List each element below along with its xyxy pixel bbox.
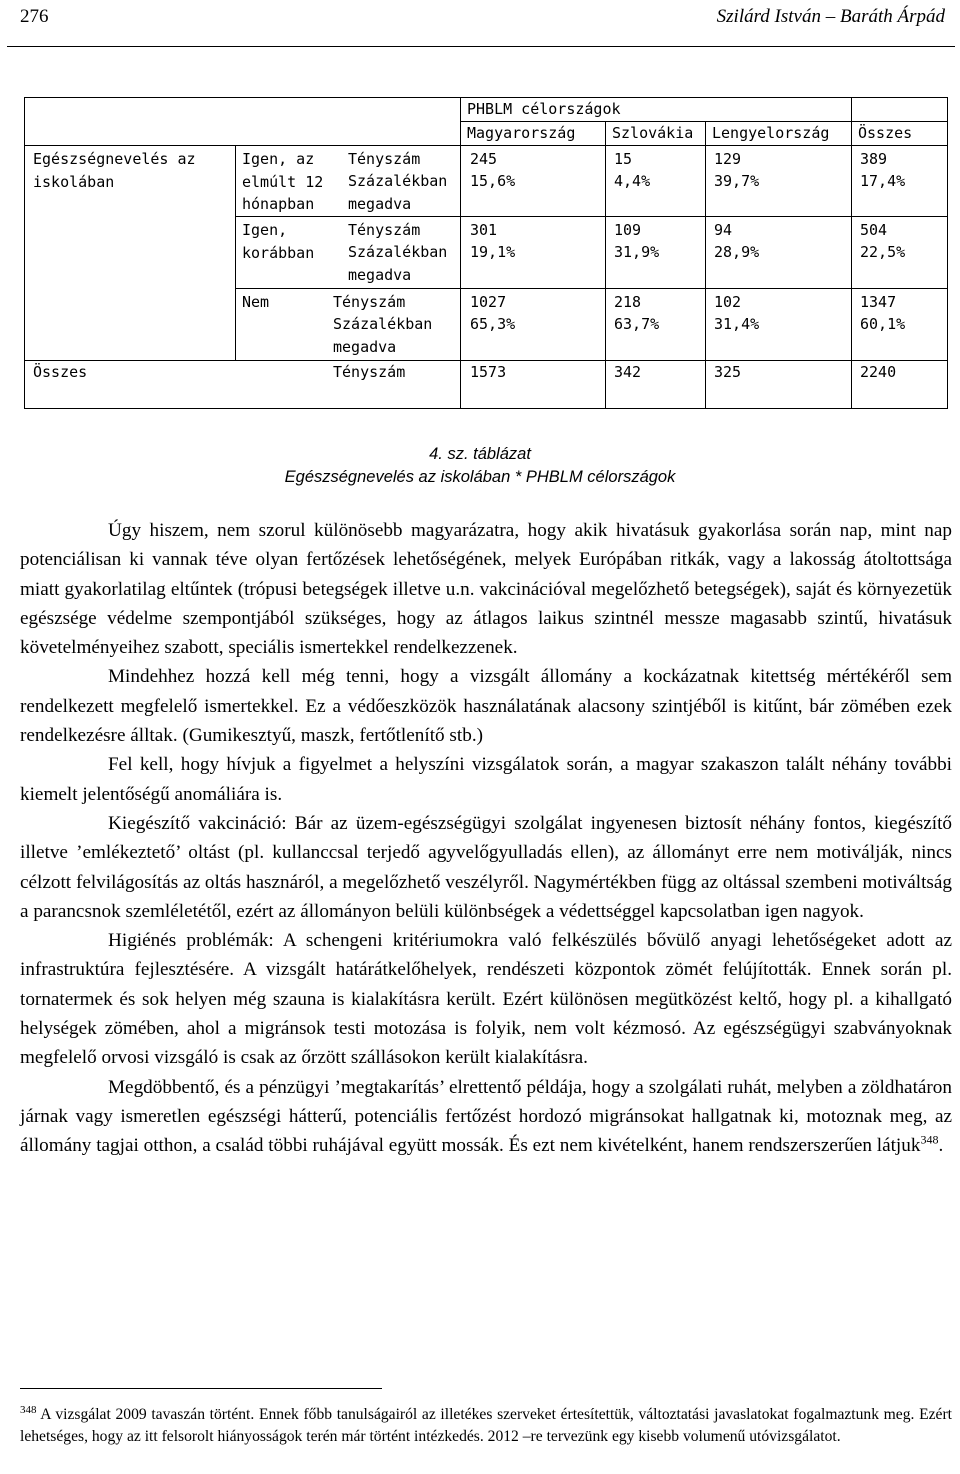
table-cell: 1027 — [470, 293, 507, 311]
table-cell: 1347 — [860, 293, 897, 311]
table-cell: 60,1% — [860, 315, 906, 333]
measure-label: Tényszám — [333, 293, 406, 311]
table-divider — [605, 121, 606, 408]
table-cell: 2240 — [860, 363, 897, 381]
table-divider — [460, 98, 461, 408]
table-cell: 245 — [470, 150, 498, 168]
body-text — [20, 516, 952, 1161]
paragraph: Kiegészítő vakcináció: Bár az üzem-egészségügyi szolgálat ingyenesen biztosít néhány fontos, kiegészítő illetve ’emlékeztető’ oltást (pl. kullanccsal terjedő agyvelőgyulladás ellen), az állományt erre nem motiválják, nincs célzott felvilágosítás az oltás hasznáról, a megelőzhető veszélyről. Nagymértékben függ az oltással szembeni motiváltság a parancsnok szemléletétől, ezért az állományon belüli különbségek a védettséggel kapcsolatban igen nagyok. — [20, 812, 952, 922]
answer-label: Nem — [242, 293, 270, 311]
col-header: Magyarország — [467, 124, 576, 142]
page-number: 276 — [20, 6, 49, 27]
paragraph-last — [20, 1073, 952, 1161]
table-divider — [235, 288, 947, 289]
table-caption-title: Egészségnevelés az iskolában * PHBLM célországok — [284, 468, 676, 486]
row-label: Egészségnevelés az iskolában — [33, 150, 196, 191]
footnote — [20, 1404, 952, 1447]
table-cell: 22,5% — [860, 243, 906, 261]
footnote-number: 348 — [20, 1403, 37, 1416]
table-caption-number: 4. sz. táblázat — [429, 445, 531, 463]
table-divider — [705, 121, 706, 408]
table-cell: 31,9% — [614, 243, 660, 261]
measure-label: Tényszám — [348, 221, 421, 239]
table-cell: 109 — [614, 221, 642, 239]
answer-label: Igen, az elmúlt 12 hónapban — [242, 150, 324, 213]
measure-label: Tényszám — [333, 363, 406, 381]
table-cell: 63,7% — [614, 315, 660, 333]
footnote-text: A vizsgálat 2009 tavaszán történt. Ennek főbb tanulságairól az illetékes szerveket értesítettük, változtatási javaslatokat fogalmaztunk meg. Ezért lehetséges, hogy az itt felsorolt hiányosságok terén már történt intézkedés. 2012 –re tervezünk egy kisebb volumenű utóvizsgálatot. — [20, 1406, 952, 1445]
page-header — [20, 0, 945, 40]
measure-label: Százalékban megadva — [348, 172, 448, 213]
paragraph: Fel kell, hogy hívjuk a figyelmet a helyszíni vizsgálatok során, a magyar szakaszon talált néhány további kiemelt jelentőségű anomáliára is. — [20, 754, 952, 805]
table-cell: 39,7% — [714, 172, 760, 190]
paragraph-text: Megdöbbentő, és a pénzügyi ’megtakarítás’ elrettentő példája, hogy a szolgálati ruhát, melyben a zöldhatáron járnak vagy ismeretlen egészségi hátterű, potenciális fertőzést hordozó migránsokat hallgatnak ki, motoznak meg, az állomány tagjai otthon, a család többi ruhájával együtt mossák. És ezt nem kivételként, hanem rendszerszerűen látjuk — [20, 1076, 952, 1157]
table-cell: 389 — [860, 150, 888, 168]
col-header: Lengyelország — [712, 124, 830, 142]
table-cell: 4,4% — [614, 172, 651, 190]
table-cell: 94 — [714, 221, 733, 239]
sentence-end: . — [938, 1135, 944, 1157]
measure-label: Százalékban megadva — [333, 315, 433, 356]
table-cell: 129 — [714, 150, 742, 168]
paragraph: Mindehhez hozzá kell még tenni, hogy a vizsgált állomány a kockázatnak kitettség mértékéről sem rendelkezett megfelelő ismertekkel. Ez a védőeszközök használatának alacsony szintjéből is kitűnt, bár zömében ezek rendelkezésre álltak. (Gumikesztyű, maszk, fertőtlenítő stb.) — [20, 666, 952, 747]
table-cell: 1573 — [470, 363, 507, 381]
running-head: Szilárd István – Baráth Árpád — [716, 6, 945, 27]
footnote-rule — [20, 1388, 382, 1389]
table-cell: 17,4% — [860, 172, 906, 190]
table-cell: 15 — [614, 150, 633, 168]
table-cell: 218 — [614, 293, 642, 311]
table-cell: 504 — [860, 221, 888, 239]
table-cell: 31,4% — [714, 315, 760, 333]
table-cell: 19,1% — [470, 243, 516, 261]
paragraph: Úgy hiszem, nem szorul különösebb magyarázatra, hogy akik hivatásuk gyakorlása során nap, mint nap potenciálisan ki vannak téve olyan fertőzések lehetőségének, melyek Európában ritkák, vagy a lakosság átoltottsága miatt gyakorlatilag eltűntek (trópusi betegségek illetve u.n. vakcinációval megelőzhető betegségek), saját és környezetük egészsége védelme szempontjából szükséges, hogy az átlagos laikus szintnél messze magasabb szintű, hivatásuk követelményeihez szabott, speciális ismertekkel rendelkezzenek. — [20, 520, 952, 659]
table-cell: 102 — [714, 293, 742, 311]
table-cell: 28,9% — [714, 243, 760, 261]
total-label: Összes — [33, 363, 88, 381]
table-cell: 325 — [714, 363, 742, 381]
data-table — [24, 97, 948, 409]
table-cell: 342 — [614, 363, 642, 381]
paragraph: Higiénés problémák: A schengeni kritériumokra való felkészülés bővülő anyagi lehetőségeket adott az infrastruktúra fejlesztésére. A vizsgált határátkelőhelyek, rendészeti központok zömét felújították. Ennek során pl. tornatermek és sok helyen még szauna is kialakításra került. Ezért különösen megütközést keltő, hogy pl. a kihallgató helységek zömében, ahol a migránsok testi motozása is folyik, nem volt kézmosó. Az egészségügyi szabványoknak megfelelő orvosi vizsgáló is csak az őrzött szállásokon került kialakításra. — [20, 930, 952, 1069]
table-cell: 301 — [470, 221, 498, 239]
col-header: Összes — [858, 124, 913, 142]
group-header: PHBLM célországok — [467, 100, 621, 118]
measure-label: Tényszám — [348, 150, 421, 168]
answer-label: Igen, korábban — [242, 221, 315, 262]
footnote-reference[interactable]: 348 — [920, 1132, 939, 1147]
table-divider — [235, 216, 947, 217]
table-divider — [851, 98, 852, 408]
measure-label: Százalékban megadva — [348, 243, 448, 284]
table-divider — [25, 145, 947, 146]
table-cell: 15,6% — [470, 172, 516, 190]
header-rule — [7, 46, 955, 47]
table-cell: 65,3% — [470, 315, 516, 333]
table-divider — [235, 145, 236, 360]
col-header: Szlovákia — [612, 124, 694, 142]
